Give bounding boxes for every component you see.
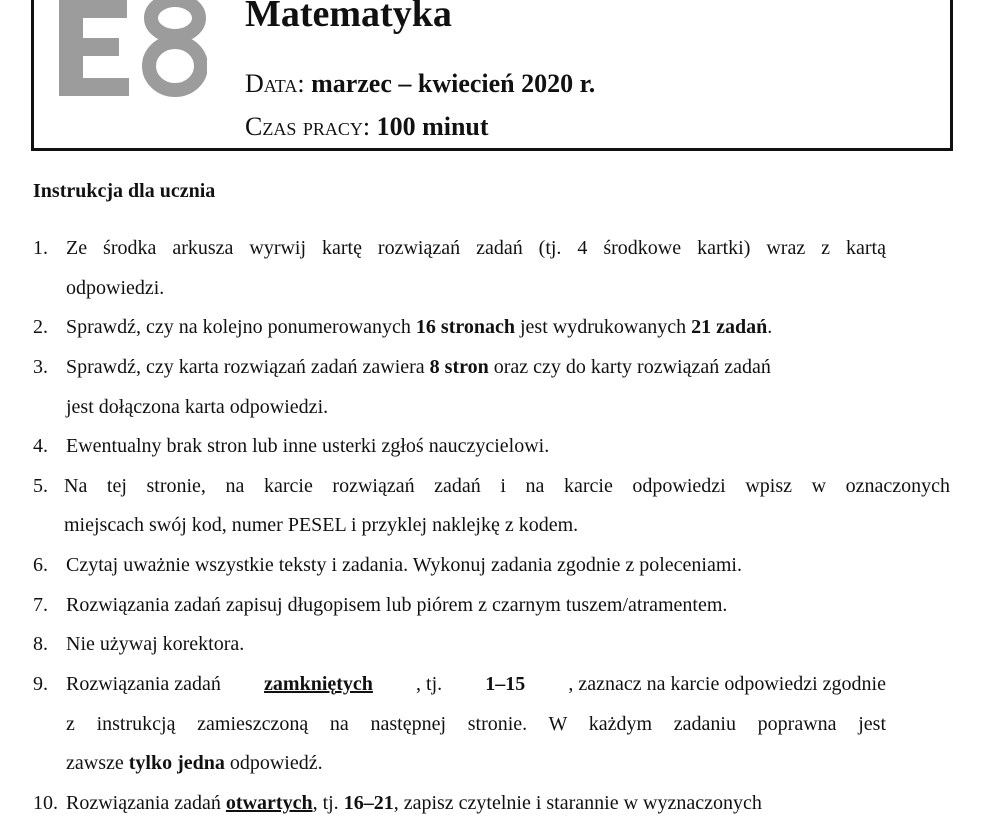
item-text: Sprawdź, czy karta rozwiązań zadań zawiera 8 stron oraz czy do karty rozwiązań zadań [66, 356, 771, 378]
time-label: Czas pracy: [245, 112, 371, 141]
item-text: Rozwiązania zadań zamkniętych , tj. 1–15 , zaznacz na karcie odpowiedzi zgodnie [66, 673, 886, 695]
item-number: 1. [33, 237, 48, 259]
item-number: 3. [33, 356, 48, 378]
item-text: Czytaj uważnie wszystkie teksty i zadania. Wykonuj zadania zgodnie z poleceniami. [66, 554, 742, 576]
item-text: jest dołączona karta odpowiedzi. [66, 396, 329, 418]
item-number: 8. [33, 633, 48, 655]
logo-text: E8 [57, 0, 59, 1]
item-number: 7. [33, 594, 48, 616]
item-number: 6. [33, 554, 48, 576]
item-text: odpowiedzi. [66, 277, 165, 299]
time-row [245, 111, 489, 142]
instructions-heading: Instrukcja dla ucznia [33, 180, 216, 202]
time-value: 100 minut [376, 112, 489, 141]
item-number: 9. [33, 673, 48, 695]
item-text: Rozwiązania zadań otwartych, tj. 16–21, zapisz czytelnie i starannie w wyznaczonych [66, 792, 762, 814]
item-text: z instrukcją zamieszczoną na następnej stronie. W każdym zadaniu poprawna jest [66, 713, 886, 735]
item-text: Sprawdź, czy na kolejno ponumerowanych 16 stronach jest wydrukowanych 21 zadań. [66, 316, 773, 338]
item-text: Ewentualny brak stron lub inne usterki zgłoś nauczycielowi. [66, 435, 550, 457]
e8-logo [57, 0, 207, 98]
item-text: Ze środka arkusza wyrwij kartę rozwiązań zadań (tj. 4 środkowe kartki) wraz z kartą [66, 237, 886, 259]
date-value: marzec – kwiecień 2020 r. [311, 69, 596, 98]
item-text: Rozwiązania zadań zapisuj długopisem lub piórem z czarnym tuszem/atramentem. [66, 594, 728, 616]
date-label: Data: [245, 69, 305, 98]
item-number: 10. [33, 792, 58, 814]
item-number: 5. [33, 475, 48, 497]
subject-title: Matematyka [245, 0, 452, 35]
item-text: zawsze tylko jedna odpowiedź. [66, 752, 323, 774]
item-number: 2. [33, 316, 48, 338]
item-text: miejscach swój kod, numer PESEL i przyklej naklejkę z kodem. [64, 514, 579, 536]
item-text: Na tej stronie, na karcie rozwiązań zadań i na karcie odpowiedzi wpisz w oznaczonych [64, 475, 950, 497]
item-text: Nie używaj korektora. [66, 633, 245, 655]
date-row [245, 68, 595, 99]
item-number: 4. [33, 435, 48, 457]
